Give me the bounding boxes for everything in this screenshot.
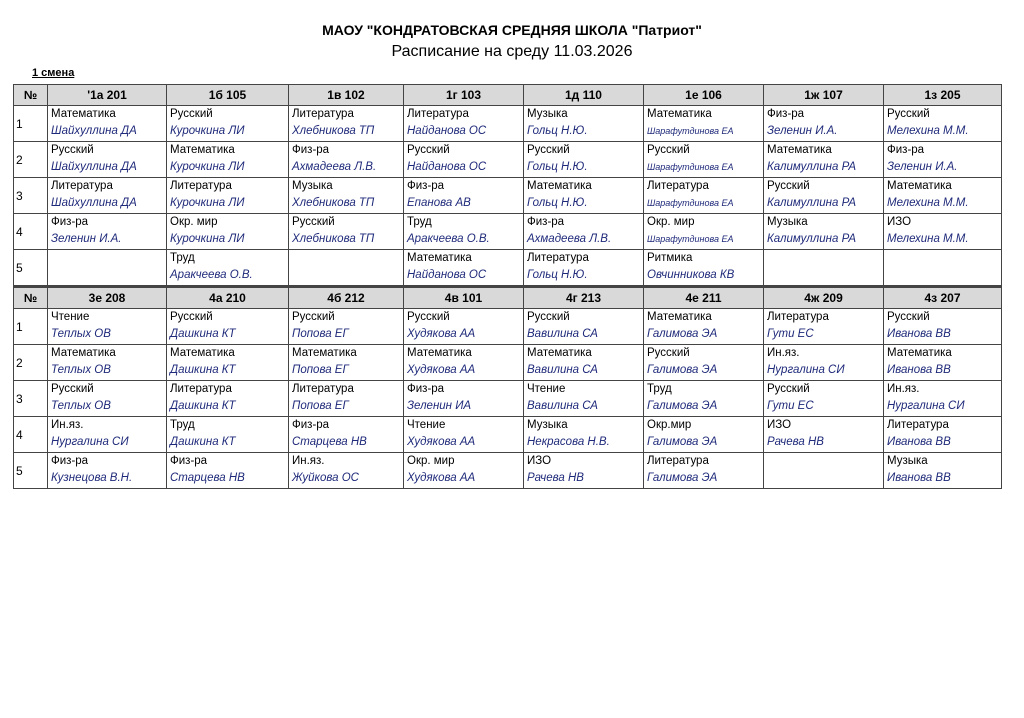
class-header: 1б 105 (167, 85, 289, 106)
teacher-name: Дашкина КТ (170, 400, 236, 412)
teacher-name: Мелехина М.М. (887, 233, 969, 245)
lesson-cell (167, 345, 289, 381)
lesson-cell (884, 381, 1002, 417)
class-header: 1г 103 (404, 85, 524, 106)
teacher-name: Шайхуллина ДА (51, 125, 137, 137)
lesson-number: 3 (14, 381, 48, 417)
subject-name: Математика (647, 311, 712, 323)
teacher-name: Аракчеева О.В. (170, 269, 253, 281)
teacher-name: Галимова ЭА (647, 328, 718, 340)
teacher-name: Шарафутдинова ЕА (647, 234, 734, 244)
lesson-cell (48, 142, 167, 178)
lesson-cell (644, 214, 764, 250)
lesson-cell (524, 309, 644, 345)
lesson-number: 4 (14, 417, 48, 453)
teacher-name: Калимуллина РА (767, 197, 857, 209)
subject-name: Русский (527, 144, 570, 156)
subject-name: Музыка (527, 419, 568, 431)
subject-name: Русский (887, 311, 930, 323)
teacher-name: Теплых ОВ (51, 364, 111, 376)
teacher-name: Зеленин И.А. (51, 233, 122, 245)
lesson-cell (289, 417, 404, 453)
teacher-name: Попова ЕГ (292, 364, 349, 376)
lesson-cell (48, 381, 167, 417)
lesson-cell (404, 214, 524, 250)
lesson-number: 2 (14, 345, 48, 381)
subject-name: Физ-ра (407, 180, 445, 192)
lesson-cell (289, 106, 404, 142)
lesson-cell (289, 453, 404, 489)
teacher-name: Иванова ВВ (887, 364, 951, 376)
lesson-cell (764, 453, 884, 489)
lesson-cell (167, 250, 289, 287)
teacher-name: Дашкина КТ (170, 364, 236, 376)
subject-name: Ритмика (647, 252, 693, 264)
lesson-cell (524, 250, 644, 287)
class-header: 1е 106 (644, 85, 764, 106)
subject-name: Математика (292, 347, 357, 359)
teacher-name: Жуйкова ОС (292, 472, 359, 484)
class-header: 4з 207 (884, 287, 1002, 309)
teacher-name: Курочкина ЛИ (170, 125, 245, 137)
lesson-cell (884, 345, 1002, 381)
teacher-name: Вавилина СА (527, 328, 598, 340)
teacher-name: Мелехина М.М. (887, 125, 969, 137)
teacher-name: Курочкина ЛИ (170, 197, 245, 209)
lesson-cell (48, 453, 167, 489)
teacher-name: Некрасова Н.В. (527, 436, 610, 448)
lesson-cell (404, 106, 524, 142)
subject-name: Литература (170, 180, 232, 192)
teacher-name: Гольц Н.Ю. (527, 197, 588, 209)
subject-name: Математика (767, 144, 832, 156)
class-header: 1д 110 (524, 85, 644, 106)
teacher-name: Гути ЕС (767, 400, 814, 412)
teacher-name: Курочкина ЛИ (170, 161, 245, 173)
teacher-name: Найданова ОС (407, 269, 487, 281)
subject-name: Труд (170, 252, 195, 264)
lesson-number: 3 (14, 178, 48, 214)
teacher-name: Галимова ЭА (647, 472, 718, 484)
teacher-name: Хлебникова ТП (292, 197, 375, 209)
lesson-cell (884, 214, 1002, 250)
number-column-header: № (14, 287, 48, 309)
subject-name: Физ-ра (170, 455, 208, 467)
teacher-name: Хлебникова ТП (292, 233, 375, 245)
teacher-name: Шайхуллина ДА (51, 161, 137, 173)
subject-name: Чтение (407, 419, 446, 431)
lesson-cell (289, 142, 404, 178)
lesson-cell (167, 381, 289, 417)
class-header: 4а 210 (167, 287, 289, 309)
lesson-cell (48, 178, 167, 214)
subject-name: Русский (647, 347, 690, 359)
lesson-cell (644, 106, 764, 142)
subject-name: Математика (407, 252, 472, 264)
teacher-name: Нургалина СИ (767, 364, 845, 376)
lesson-cell (404, 309, 524, 345)
subject-name: Русский (767, 180, 810, 192)
subject-name: Труд (407, 216, 432, 228)
lesson-row (14, 142, 1002, 178)
lesson-cell (167, 214, 289, 250)
teacher-name: Гольц Н.Ю. (527, 125, 588, 137)
subject-name: Литература (292, 108, 354, 120)
teacher-name: Теплых ОВ (51, 400, 111, 412)
class-header: 4б 212 (289, 287, 404, 309)
lesson-cell (167, 453, 289, 489)
subject-name: Физ-ра (292, 144, 330, 156)
lesson-number: 2 (14, 142, 48, 178)
lesson-cell (764, 309, 884, 345)
lesson-row (14, 106, 1002, 142)
subject-name: Музыка (292, 180, 333, 192)
class-header: 1з 205 (884, 85, 1002, 106)
teacher-name: Калимуллина РА (767, 161, 857, 173)
lesson-cell (644, 453, 764, 489)
lesson-cell (524, 453, 644, 489)
subject-name: Математика (887, 347, 952, 359)
lesson-cell (48, 309, 167, 345)
lesson-cell (524, 106, 644, 142)
lesson-cell (48, 250, 167, 287)
teacher-name: Теплых ОВ (51, 328, 111, 340)
lesson-cell (764, 142, 884, 178)
subject-name: Русский (170, 108, 213, 120)
lesson-cell (644, 345, 764, 381)
teacher-name: Иванова ВВ (887, 328, 951, 340)
subject-name: Ин.яз. (887, 383, 920, 395)
lesson-cell (884, 142, 1002, 178)
lesson-row (14, 417, 1002, 453)
teacher-name: Рачева НВ (527, 472, 584, 484)
subject-name: Русский (887, 108, 930, 120)
class-header-row (14, 85, 1002, 106)
lesson-row (14, 453, 1002, 489)
lesson-cell (404, 142, 524, 178)
subject-name: Чтение (527, 383, 566, 395)
subject-name: Русский (292, 311, 335, 323)
subject-name: Математика (527, 347, 592, 359)
teacher-name: Старцева НВ (170, 472, 245, 484)
lesson-cell (884, 250, 1002, 287)
lesson-cell (764, 214, 884, 250)
teacher-name: Дашкина КТ (170, 436, 236, 448)
teacher-name: Ахмадеева Л.В. (527, 233, 612, 245)
lesson-cell (644, 309, 764, 345)
subject-name: Русский (527, 311, 570, 323)
lesson-cell (289, 250, 404, 287)
lesson-row (14, 381, 1002, 417)
lesson-cell (48, 214, 167, 250)
subject-name: Музыка (767, 216, 808, 228)
teacher-name: Вавилина СА (527, 364, 598, 376)
school-name: МАОУ "КОНДРАТОВСКАЯ СРЕДНЯЯ ШКОЛА "Патриот" (322, 22, 702, 38)
teacher-name: Нургалина СИ (887, 400, 965, 412)
teacher-name: Нургалина СИ (51, 436, 129, 448)
class-header: '1а 201 (48, 85, 167, 106)
subject-name: Русский (51, 383, 94, 395)
subject-name: Математика (170, 347, 235, 359)
teacher-name: Епанова АВ (407, 197, 471, 209)
subject-name: Математика (170, 144, 235, 156)
subject-name: ИЗО (887, 216, 912, 228)
teacher-name: Хлебникова ТП (292, 125, 375, 137)
lesson-cell (524, 178, 644, 214)
lesson-cell (884, 417, 1002, 453)
subject-name: Физ-ра (292, 419, 330, 431)
subject-name: Физ-ра (887, 144, 925, 156)
lesson-cell (404, 250, 524, 287)
teacher-name: Иванова ВВ (887, 472, 951, 484)
subject-name: Математика (51, 108, 116, 120)
lesson-cell (524, 417, 644, 453)
subject-name: Русский (170, 311, 213, 323)
lesson-row (14, 345, 1002, 381)
subject-name: Математика (887, 180, 952, 192)
subject-name: Русский (767, 383, 810, 395)
subject-name: Математика (51, 347, 116, 359)
subject-name: Литература (51, 180, 113, 192)
lesson-number: 5 (14, 453, 48, 489)
lesson-number: 5 (14, 250, 48, 287)
lesson-cell (524, 345, 644, 381)
subject-name: Литература (292, 383, 354, 395)
class-header: 4е 211 (644, 287, 764, 309)
teacher-name: Шарафутдинова ЕА (647, 126, 734, 136)
teacher-name: Гольц Н.Ю. (527, 269, 588, 281)
lesson-row (14, 250, 1002, 287)
teacher-name: Галимова ЭА (647, 364, 718, 376)
lesson-cell (764, 178, 884, 214)
subject-name: Ин.яз. (51, 419, 84, 431)
teacher-name: Зеленин ИА (407, 400, 472, 412)
class-header: 1в 102 (289, 85, 404, 106)
subject-name: Физ-ра (767, 108, 805, 120)
teacher-name: Зеленин И.А. (767, 125, 838, 137)
class-header: 3е 208 (48, 287, 167, 309)
subject-name: Литература (647, 455, 709, 467)
teacher-name: Дашкина КТ (170, 328, 236, 340)
teacher-name: Галимова ЭА (647, 436, 718, 448)
teacher-name: Худякова АА (407, 364, 476, 376)
lesson-cell (644, 417, 764, 453)
lesson-cell (884, 178, 1002, 214)
teacher-name: Гольц Н.Ю. (527, 161, 588, 173)
subject-name: Математика (407, 347, 472, 359)
lesson-number: 4 (14, 214, 48, 250)
lesson-cell (289, 309, 404, 345)
subject-name: Ин.яз. (292, 455, 325, 467)
subject-name: Окр.мир (647, 419, 692, 431)
subject-name: Русский (407, 144, 450, 156)
lesson-cell (644, 250, 764, 287)
subject-name: Музыка (527, 108, 568, 120)
lesson-cell (289, 381, 404, 417)
subject-name: Русский (407, 311, 450, 323)
lesson-cell (167, 106, 289, 142)
lesson-cell (524, 381, 644, 417)
teacher-name: Зеленин И.А. (887, 161, 958, 173)
subject-name: Математика (647, 108, 712, 120)
subject-name: Литература (407, 108, 469, 120)
lesson-cell (289, 178, 404, 214)
subject-name: Литература (170, 383, 232, 395)
subject-name: Физ-ра (527, 216, 565, 228)
lesson-cell (167, 417, 289, 453)
lesson-cell (167, 142, 289, 178)
lesson-cell (167, 178, 289, 214)
schedule-table (13, 84, 1002, 489)
teacher-name: Ахмадеева Л.В. (292, 161, 377, 173)
subject-name: Русский (292, 216, 335, 228)
lesson-cell (884, 453, 1002, 489)
lesson-cell (167, 309, 289, 345)
lesson-cell (764, 106, 884, 142)
subject-name: Литература (527, 252, 589, 264)
class-header: 1ж 107 (764, 85, 884, 106)
subject-name: ИЗО (767, 419, 792, 431)
subject-name: ИЗО (527, 455, 552, 467)
subject-name: Физ-ра (51, 455, 89, 467)
teacher-name: Шарафутдинова ЕА (647, 198, 734, 208)
subject-name: Труд (170, 419, 195, 431)
teacher-name: Овчинникова КВ (647, 269, 735, 281)
teacher-name: Кузнецова В.Н. (51, 472, 133, 484)
subject-name: Русский (51, 144, 94, 156)
lesson-row (14, 178, 1002, 214)
lesson-cell (48, 345, 167, 381)
lesson-number: 1 (14, 309, 48, 345)
lesson-cell (48, 417, 167, 453)
lesson-cell (764, 417, 884, 453)
subject-name: Физ-ра (407, 383, 445, 395)
lesson-cell (644, 178, 764, 214)
lesson-cell (404, 417, 524, 453)
class-header: 4г 213 (524, 287, 644, 309)
lesson-cell (764, 345, 884, 381)
lesson-cell (644, 381, 764, 417)
lesson-cell (764, 250, 884, 287)
lesson-cell (524, 214, 644, 250)
teacher-name: Аракчеева О.В. (407, 233, 490, 245)
subject-name: Окр. мир (407, 455, 455, 467)
subject-name: Окр. мир (647, 216, 695, 228)
teacher-name: Старцева НВ (292, 436, 367, 448)
lesson-cell (289, 214, 404, 250)
subject-name: Математика (527, 180, 592, 192)
teacher-name: Худякова АА (407, 328, 476, 340)
number-column-header: № (14, 85, 48, 106)
lesson-cell (404, 381, 524, 417)
lesson-cell (884, 309, 1002, 345)
subject-name: Литература (887, 419, 949, 431)
subject-name: Труд (647, 383, 672, 395)
class-header: 4ж 209 (764, 287, 884, 309)
subject-name: Русский (647, 144, 690, 156)
class-header: 4в 101 (404, 287, 524, 309)
class-header-row (14, 287, 1002, 309)
teacher-name: Найданова ОС (407, 161, 487, 173)
lesson-cell (764, 381, 884, 417)
teacher-name: Попова ЕГ (292, 400, 349, 412)
schedule-title: Расписание на среду 11.03.2026 (391, 43, 633, 60)
teacher-name: Найданова ОС (407, 125, 487, 137)
lesson-cell (289, 345, 404, 381)
lesson-row (14, 214, 1002, 250)
teacher-name: Попова ЕГ (292, 328, 349, 340)
subject-name: Физ-ра (51, 216, 89, 228)
subject-name: Литература (767, 311, 829, 323)
teacher-name: Гути ЕС (767, 328, 814, 340)
teacher-name: Галимова ЭА (647, 400, 718, 412)
subject-name: Чтение (51, 311, 90, 323)
lesson-cell (524, 142, 644, 178)
lesson-cell (48, 106, 167, 142)
teacher-name: Рачева НВ (767, 436, 824, 448)
teacher-name: Вавилина СА (527, 400, 598, 412)
teacher-name: Худякова АА (407, 436, 476, 448)
teacher-name: Шайхуллина ДА (51, 197, 137, 209)
teacher-name: Курочкина ЛИ (170, 233, 245, 245)
lesson-cell (884, 106, 1002, 142)
teacher-name: Шарафутдинова ЕА (647, 162, 734, 172)
lesson-cell (404, 178, 524, 214)
subject-name: Литература (647, 180, 709, 192)
subject-name: Окр. мир (170, 216, 218, 228)
teacher-name: Калимуллина РА (767, 233, 857, 245)
subject-name: Музыка (887, 455, 928, 467)
lesson-cell (644, 142, 764, 178)
teacher-name: Мелехина М.М. (887, 197, 969, 209)
teacher-name: Иванова ВВ (887, 436, 951, 448)
shift-label: 1 смена (32, 67, 75, 79)
lesson-number: 1 (14, 106, 48, 142)
subject-name: Ин.яз. (767, 347, 800, 359)
lesson-cell (404, 453, 524, 489)
lesson-row (14, 309, 1002, 345)
lesson-cell (404, 345, 524, 381)
teacher-name: Худякова АА (407, 472, 476, 484)
